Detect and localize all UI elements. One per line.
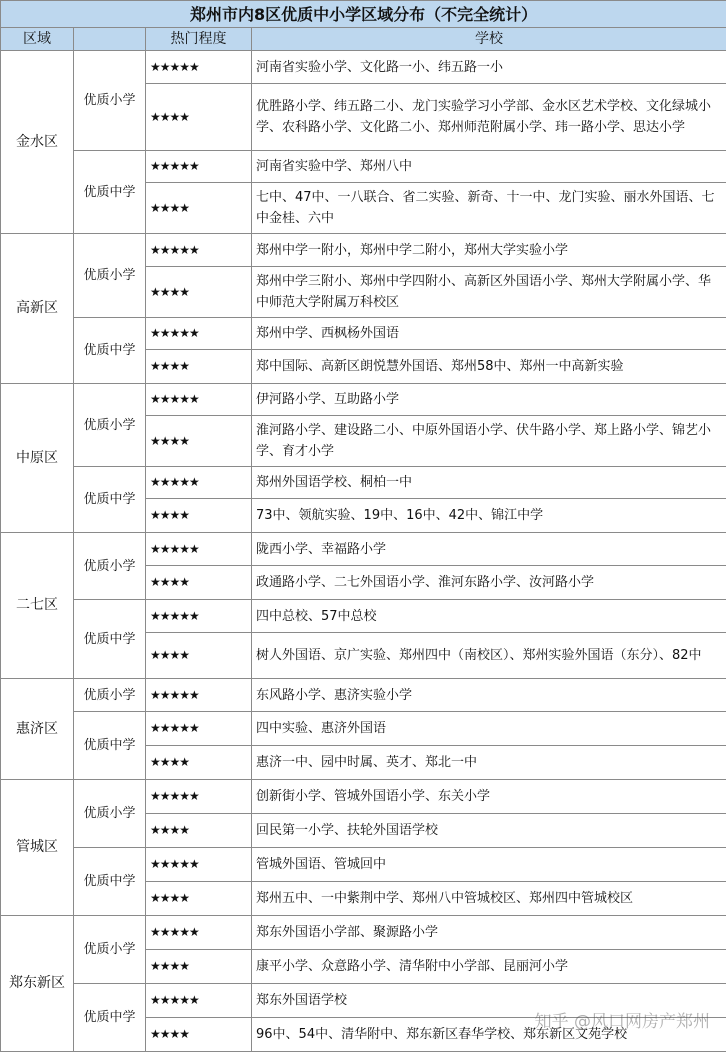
stars-four: ★★★★ xyxy=(146,499,252,533)
school-list: 郑中国际、高新区朗悦慧外国语、郑州58中、郑州一中高新实验 xyxy=(252,350,726,384)
stars-five: ★★★★★ xyxy=(146,916,252,950)
school-list: 郑州五中、一中紫荆中学、郑州八中管城校区、郑州四中管城校区 xyxy=(252,882,726,916)
stars-four: ★★★★ xyxy=(146,633,252,679)
stars-four: ★★★★ xyxy=(146,814,252,848)
stars-five: ★★★★★ xyxy=(146,533,252,566)
level-primary: 优质小学 xyxy=(74,916,146,984)
stars-four: ★★★★ xyxy=(146,1018,252,1052)
school-list: 创新街小学、管城外国语小学、东关小学 xyxy=(252,780,726,814)
stars-five: ★★★★★ xyxy=(146,679,252,712)
stars-five: ★★★★★ xyxy=(146,151,252,183)
district-name: 金水区 xyxy=(1,51,74,234)
stars-five: ★★★★★ xyxy=(146,384,252,416)
level-primary: 优质小学 xyxy=(74,51,146,151)
stars-four: ★★★★ xyxy=(146,267,252,318)
district-name: 郑东新区 xyxy=(1,916,74,1052)
header-schools: 学校 xyxy=(252,28,726,51)
school-list: 四中总校、57中总校 xyxy=(252,600,726,633)
school-list: 管城外国语、管城回中 xyxy=(252,848,726,882)
school-list: 四中实验、惠济外国语 xyxy=(252,712,726,746)
district-name: 管城区 xyxy=(1,780,74,916)
level-middle: 优质中学 xyxy=(74,467,146,533)
school-list: 优胜路小学、纬五路二小、龙门实验学习小学部、金水区艺术学校、文化绿城小学、农科路小学、文化路二小、郑州师范附属小学、玮一路小学、思达小学 xyxy=(252,84,726,151)
school-list: 郑州中学三附小、郑州中学四附小、高新区外国语小学、郑州大学附属小学、华中师范大学附属万科校区 xyxy=(252,267,726,318)
school-list: 回民第一小学、扶轮外国语学校 xyxy=(252,814,726,848)
stars-five: ★★★★★ xyxy=(146,984,252,1018)
school-list: 伊河路小学、互助路小学 xyxy=(252,384,726,416)
stars-five: ★★★★★ xyxy=(146,848,252,882)
level-primary: 优质小学 xyxy=(74,384,146,467)
table-title: 郑州市内8区优质中小学区域分布（不完全统计） xyxy=(1,1,726,28)
stars-five: ★★★★★ xyxy=(146,234,252,267)
school-list: 康平小学、众意路小学、清华附中小学部、昆丽河小学 xyxy=(252,950,726,984)
stars-four: ★★★★ xyxy=(146,350,252,384)
stars-four: ★★★★ xyxy=(146,566,252,600)
stars-five: ★★★★★ xyxy=(146,467,252,499)
header-district: 区域 xyxy=(1,28,74,51)
school-list: 东风路小学、惠济实验小学 xyxy=(252,679,726,712)
stars-four: ★★★★ xyxy=(146,183,252,234)
school-list: 73中、领航实验、19中、16中、42中、锦江中学 xyxy=(252,499,726,533)
school-list: 七中、47中、一八联合、省二实验、新奇、十一中、龙门实验、丽水外国语、七中金桂、六中 xyxy=(252,183,726,234)
school-list: 政通路小学、二七外国语小学、淮河东路小学、汝河路小学 xyxy=(252,566,726,600)
header-popularity: 热门程度 xyxy=(146,28,252,51)
school-list: 树人外国语、京广实验、郑州四中（南校区）、郑州实验外国语（东分）、82中 xyxy=(252,633,726,679)
stars-five: ★★★★★ xyxy=(146,600,252,633)
school-list: 惠济一中、园中时属、英才、郑北一中 xyxy=(252,746,726,780)
level-middle: 优质中学 xyxy=(74,984,146,1052)
header-blank xyxy=(74,28,146,51)
district-name: 高新区 xyxy=(1,234,74,384)
district-name: 中原区 xyxy=(1,384,74,533)
stars-four: ★★★★ xyxy=(146,950,252,984)
school-list: 河南省实验小学、文化路一小、纬五路一小 xyxy=(252,51,726,84)
level-middle: 优质中学 xyxy=(74,151,146,234)
stars-four: ★★★★ xyxy=(146,416,252,467)
level-primary: 优质小学 xyxy=(74,533,146,600)
school-list: 郑州中学、西枫杨外国语 xyxy=(252,318,726,350)
stars-five: ★★★★★ xyxy=(146,712,252,746)
level-primary: 优质小学 xyxy=(74,780,146,848)
district-name: 二七区 xyxy=(1,533,74,679)
school-list: 郑州外国语学校、桐柏一中 xyxy=(252,467,726,499)
school-list: 96中、54中、清华附中、郑东新区春华学校、郑东新区文苑学校 xyxy=(252,1018,726,1052)
level-middle: 优质中学 xyxy=(74,600,146,679)
school-list: 郑州中学一附小，郑州中学二附小，郑州大学实验小学 xyxy=(252,234,726,267)
school-list: 淮河路小学、建设路二小、中原外国语小学、伏牛路小学、郑上路小学、锦艺小学、育才小学 xyxy=(252,416,726,467)
stars-four: ★★★★ xyxy=(146,84,252,151)
stars-four: ★★★★ xyxy=(146,746,252,780)
district-name: 惠济区 xyxy=(1,679,74,780)
stars-five: ★★★★★ xyxy=(146,318,252,350)
level-primary: 优质小学 xyxy=(74,234,146,318)
stars-five: ★★★★★ xyxy=(146,780,252,814)
watermark-text: 知乎 @风口网房产郑州 xyxy=(535,1007,710,1032)
level-primary: 优质小学 xyxy=(74,679,146,712)
level-middle: 优质中学 xyxy=(74,318,146,384)
school-list: 河南省实验中学、郑州八中 xyxy=(252,151,726,183)
school-list: 陇西小学、幸福路小学 xyxy=(252,533,726,566)
stars-five: ★★★★★ xyxy=(146,51,252,84)
school-list: 郑东外国语小学部、聚源路小学 xyxy=(252,916,726,950)
school-list: 郑东外国语学校 xyxy=(252,984,726,1018)
level-middle: 优质中学 xyxy=(74,848,146,916)
level-middle: 优质中学 xyxy=(74,712,146,780)
stars-four: ★★★★ xyxy=(146,882,252,916)
